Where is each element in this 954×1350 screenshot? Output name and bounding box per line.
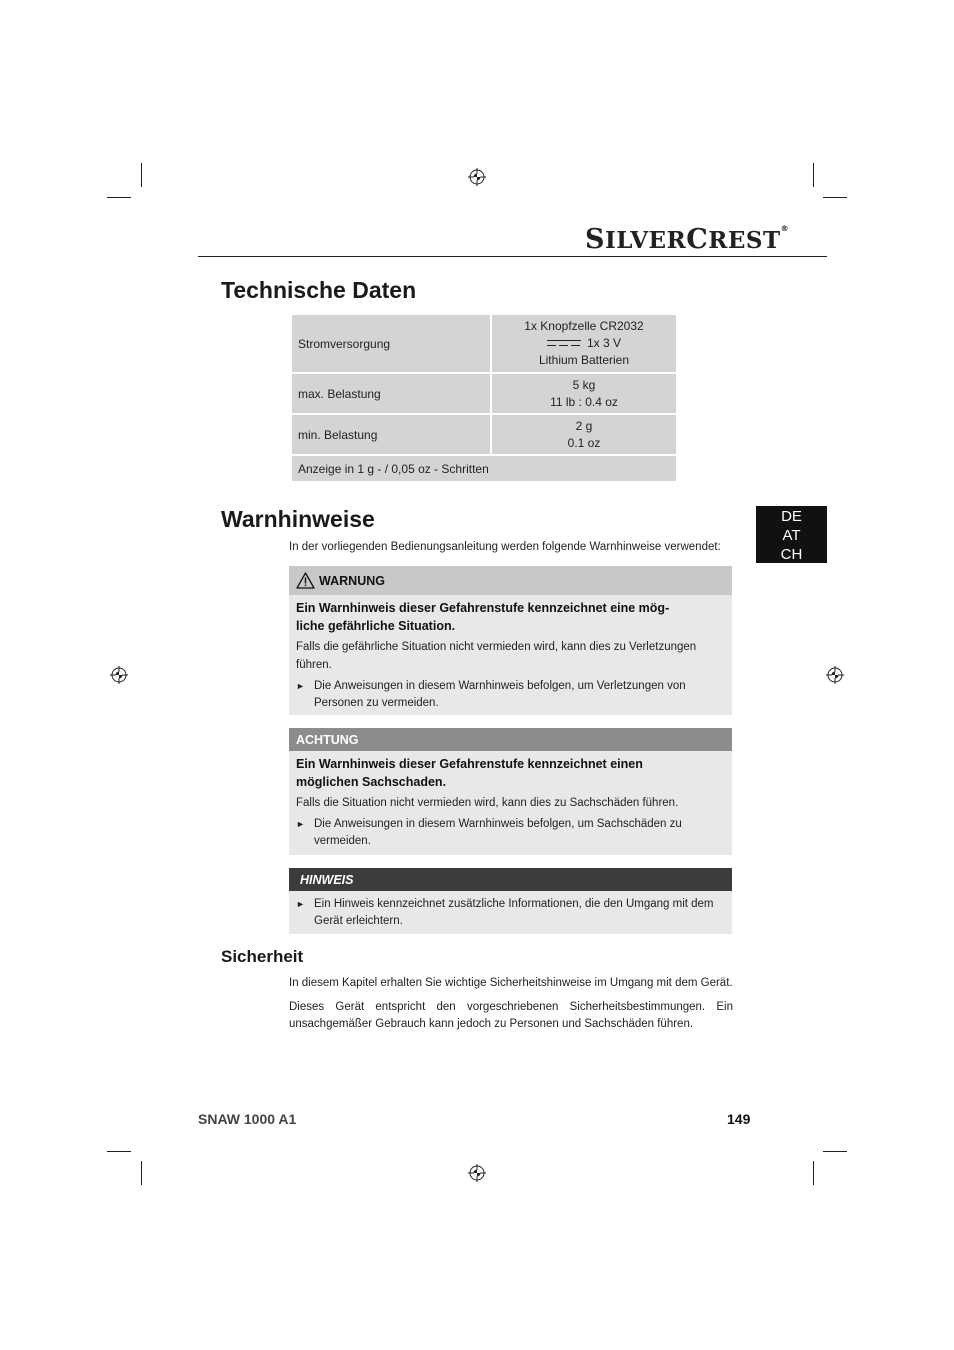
value-line: 2 g bbox=[575, 418, 593, 433]
warning-box-body bbox=[289, 595, 732, 718]
table-cell-label: max. Belastung bbox=[291, 373, 491, 414]
table-row bbox=[291, 414, 677, 455]
table-row bbox=[291, 314, 677, 373]
bullet-text: Ein Hinweis kennzeichnet zusätzliche Informationen, die den Umgang mit dem Gerät erleichtern. bbox=[314, 898, 714, 927]
warnhinweise-intro: In der vorliegenden Bedienungsanleitung werden folgende Warnhinweise verwendet: bbox=[289, 541, 721, 553]
bold-line: liche gefährliche Situation. bbox=[296, 619, 456, 633]
sicherheit-paragraph: Dieses Gerät entspricht den vorgeschriebenen Sicherheitsbestimmungen. Ein unsachgemäßer Gebrauch kann jedoch zu Personen und Sachschäden führen. bbox=[289, 1001, 733, 1030]
warning-box bbox=[289, 566, 732, 715]
value-line: 5 kg bbox=[572, 377, 596, 392]
list-item bbox=[296, 816, 724, 850]
value-line: 11 lb : 0.4 oz bbox=[550, 394, 618, 409]
table-row bbox=[291, 373, 677, 414]
crop-mark bbox=[823, 197, 847, 198]
table-cell-label: Stromversorgung bbox=[291, 314, 491, 373]
dc-symbol-icon bbox=[547, 339, 581, 348]
value-line: 0.1 oz bbox=[567, 435, 601, 450]
brand-text: REST bbox=[708, 227, 781, 254]
table-cell-label: min. Belastung bbox=[291, 414, 491, 455]
value-line: 1x Knopfzelle CR2032 bbox=[524, 319, 644, 333]
brand-letter: C bbox=[686, 224, 709, 255]
warning-box-header bbox=[289, 566, 732, 595]
warning-triangle-icon bbox=[296, 572, 315, 589]
value-text: 1x 3 V bbox=[586, 336, 622, 350]
triangle-right-icon: ► bbox=[296, 819, 305, 829]
section-title-sicherheit: Sicherheit bbox=[221, 947, 304, 966]
footer-model-number: SNAW 1000 A1 bbox=[198, 1111, 297, 1127]
tech-specs-table bbox=[290, 313, 678, 483]
note-box-body bbox=[289, 891, 732, 936]
caution-box-body bbox=[289, 751, 732, 856]
warning-box-text: Falls die gefährliche Situation nicht vermieden wird, kann dies zu Verletzungen führen. bbox=[296, 641, 697, 671]
crop-mark bbox=[107, 197, 131, 198]
brand-letter: S bbox=[585, 224, 605, 255]
note-box bbox=[289, 868, 732, 934]
list-item bbox=[296, 896, 724, 930]
bullet-text: Die Anweisungen in diesem Warnhinweis befolgen, um Sachschäden zu vermeiden. bbox=[314, 818, 682, 847]
registered-mark: ® bbox=[780, 224, 790, 233]
note-box-header: HINWEIS bbox=[289, 868, 732, 891]
table-cell-label: Anzeige in 1 g - / 0,05 oz - Schritten bbox=[291, 455, 677, 482]
bullet-text: Die Anweisungen in diesem Warnhinweis befolgen, um Verletzungen von Personen zu vermeiden. bbox=[314, 680, 686, 709]
warning-box-bold-text bbox=[296, 599, 724, 635]
bold-line: Ein Warnhinweis dieser Gefahrenstufe kennzeichnet eine mög- bbox=[296, 601, 670, 615]
caution-box-bold-text bbox=[296, 755, 724, 791]
registration-mark-icon bbox=[468, 168, 486, 186]
caution-box-text: Falls die Situation nicht vermieden wird, kann dies zu Sachschäden führen. bbox=[296, 797, 679, 809]
caution-box bbox=[289, 728, 732, 855]
list-item bbox=[296, 678, 724, 712]
registration-mark-icon bbox=[468, 1164, 486, 1182]
triangle-right-icon: ► bbox=[296, 681, 305, 691]
warning-box-label: WARNUNG bbox=[319, 573, 385, 588]
sicherheit-paragraph: In diesem Kapitel erhalten Sie wichtige Sicherheitshinweise im Umgang mit dem Gerät. bbox=[289, 977, 733, 989]
language-code: DE bbox=[781, 508, 802, 525]
caution-box-header: ACHTUNG bbox=[289, 728, 732, 751]
language-code: CH bbox=[780, 546, 803, 563]
registration-mark-icon bbox=[110, 666, 128, 684]
value-line bbox=[498, 335, 670, 352]
crop-mark bbox=[823, 1151, 847, 1152]
bold-line: Ein Warnhinweis dieser Gefahrenstufe kennzeichnet einen bbox=[296, 757, 643, 771]
crop-mark bbox=[813, 1161, 814, 1185]
value-line: Lithium Batterien bbox=[538, 353, 630, 367]
table-row bbox=[291, 455, 677, 482]
header-divider bbox=[198, 256, 827, 257]
brand-logo bbox=[585, 224, 790, 255]
table-cell-value bbox=[491, 373, 677, 414]
crop-mark bbox=[141, 163, 142, 187]
crop-mark bbox=[813, 163, 814, 187]
table-cell-value bbox=[491, 414, 677, 455]
section-title-warnhinweise: Warnhinweise bbox=[221, 506, 375, 532]
triangle-right-icon: ► bbox=[296, 899, 305, 909]
bold-line: möglichen Sachschaden. bbox=[296, 775, 447, 789]
brand-text: ILVER bbox=[605, 227, 687, 254]
table-cell-value bbox=[491, 314, 677, 373]
language-code: AT bbox=[782, 527, 801, 544]
crop-mark bbox=[107, 1151, 131, 1152]
footer-page-number: 149 bbox=[727, 1111, 751, 1127]
registration-mark-icon bbox=[826, 666, 844, 684]
crop-mark bbox=[141, 1161, 142, 1185]
language-tab bbox=[756, 506, 827, 563]
section-title-technische-daten: Technische Daten bbox=[221, 277, 417, 303]
